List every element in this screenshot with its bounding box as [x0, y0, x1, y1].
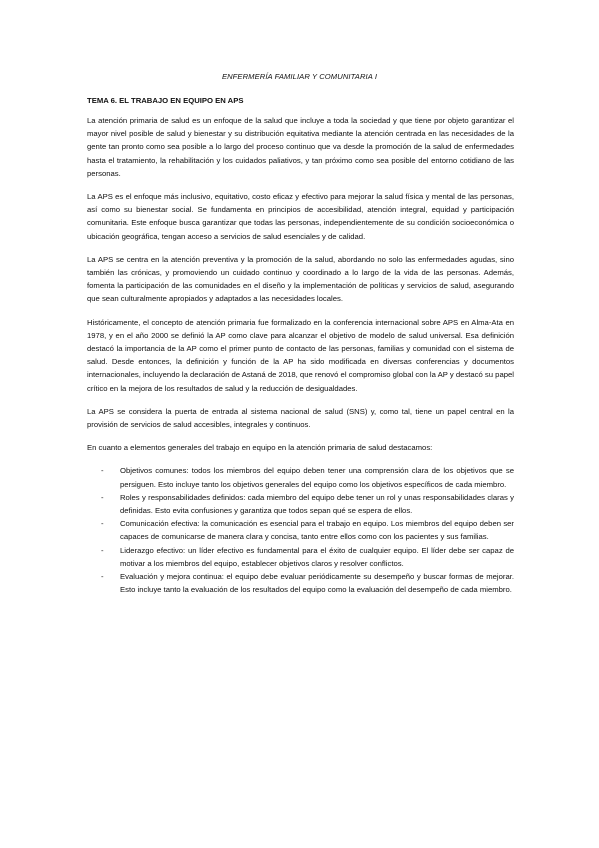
list-item	[87, 517, 514, 543]
list-item-text: Roles y responsabilidades definidos: cada miembro del equipo debe tener un rol y unas responsabilidades claras y definidas. Esto evita confusiones y garantiza que todos sepan qué se espera de ellos.	[120, 492, 514, 516]
document-body	[87, 96, 514, 597]
list-item	[87, 491, 514, 517]
paragraph: La APS es el enfoque más inclusivo, equitativo, costo eficaz y efectivo para mejorar la salud física y mental de las personas, así como su bienestar social. Se fundamenta en principios de accesibilidad, atención integral, equidad y participación comunitaria. Este enfoque busca garantizar que todas las personas, independientemente de su condición socioeconómica o ubicación geográfica, tengan acceso a servicios de salud esenciales y de calidad.	[87, 192, 514, 241]
running-header: ENFERMERÍA FAMILIAR Y COMUNITARIA I	[221, 72, 378, 81]
list-item-text: Evaluación y mejora continua: el equipo debe evaluar periódicamente su desempeño y buscar formas de mejorar. Esto incluye tanto la evaluación de los resultados del equipo como la evaluación del desempeño de cada miembro.	[120, 572, 514, 595]
list-item	[87, 544, 514, 570]
paragraph: La atención primaria de salud es un enfoque de la salud que incluye a toda la sociedad y que tiene por objeto garantizar el mayor nivel posible de salud y bienestar y su distribución equitativa mediante la atención centrada en las necesidades de la gente tan pronto como sea posible a lo largo del proceso continuo que va desde la promoción de la salud de enfermedades hasta el tratamiento, la rehabilitación y los cuidados paliativos, y tan próximo como sea posible del entorno cotidiano de las personas.	[87, 116, 514, 178]
bullet-list	[87, 464, 514, 596]
list-marker: -	[101, 466, 104, 476]
paragraph: Históricamente, el concepto de atención primaria fue formalizado en la conferencia internacional sobre APS en Alma-Ata en 1978, y en el año 2000 se definió la AP como clave para alcanzar el objetivo de modelo de salud universal. Esa definición destacó la importancia de la AP como el primer punto de contacto de las personas, familias y comunidad con el sistema de salud. Desde entonces, la definición y función de la AP ha sido modificada en diversas conferencias y documentos internacionales, incluyendo la declaración de Astaná de 2018, que renovó el compromiso global con la AP y destacó su papel crítico en la mejora de los resultados de salud y la reducción de desigualdades.	[87, 317, 514, 393]
paragraph: La APS se centra en la atención preventiva y la promoción de la salud, abordando no solo las enfermedades agudas, sino también las crónicas, y promoviendo un cuidado continuo y coordinado a lo largo de la vida de las personas. Además, fomenta la participación de las comunidades en el diseño y la implementación de políticas y servicios de salud, asegurando que sean culturalmente apropiados y adaptados a las necesidades locales.	[87, 254, 514, 304]
list-item-text: Comunicación efectiva: la comunicación es esencial para el trabajo en equipo. Los miembros del equipo deben ser capaces de comunicarse de manera clara y concisa, tanto entre ellos como con los pacientes y sus familias.	[120, 519, 514, 542]
list-marker: -	[101, 572, 104, 582]
list-marker: -	[101, 545, 104, 555]
list-marker: -	[101, 492, 104, 502]
list-item-text: Liderazgo efectivo: un líder efectivo es fundamental para el éxito de cualquier equipo. El líder debe ser capaz de motivar a los miembros del equipo, establecer objetivos claros y resolver conflictos.	[120, 545, 514, 568]
paragraph: La APS se considera la puerta de entrada al sistema nacional de salud (SNS) y, como tal, tiene un papel central en la provisión de servicios de salud accesibles, integrales y continuos.	[87, 406, 514, 430]
paragraph: En cuanto a elementos generales del trabajo en equipo en la atención primaria de salud destacamos:	[87, 443, 433, 453]
list-marker: -	[101, 519, 104, 529]
section-title: TEMA 6. EL TRABAJO EN EQUIPO EN APS	[87, 96, 244, 105]
list-item	[87, 464, 514, 490]
list-item	[87, 570, 514, 596]
list-item-text: Objetivos comunes: todos los miembros del equipo deben tener una comprensión clara de los objetivos que se persiguen. Esto incluye tanto los objetivos generales del equipo como los objetivos específicos de cada miembro.	[120, 466, 514, 489]
